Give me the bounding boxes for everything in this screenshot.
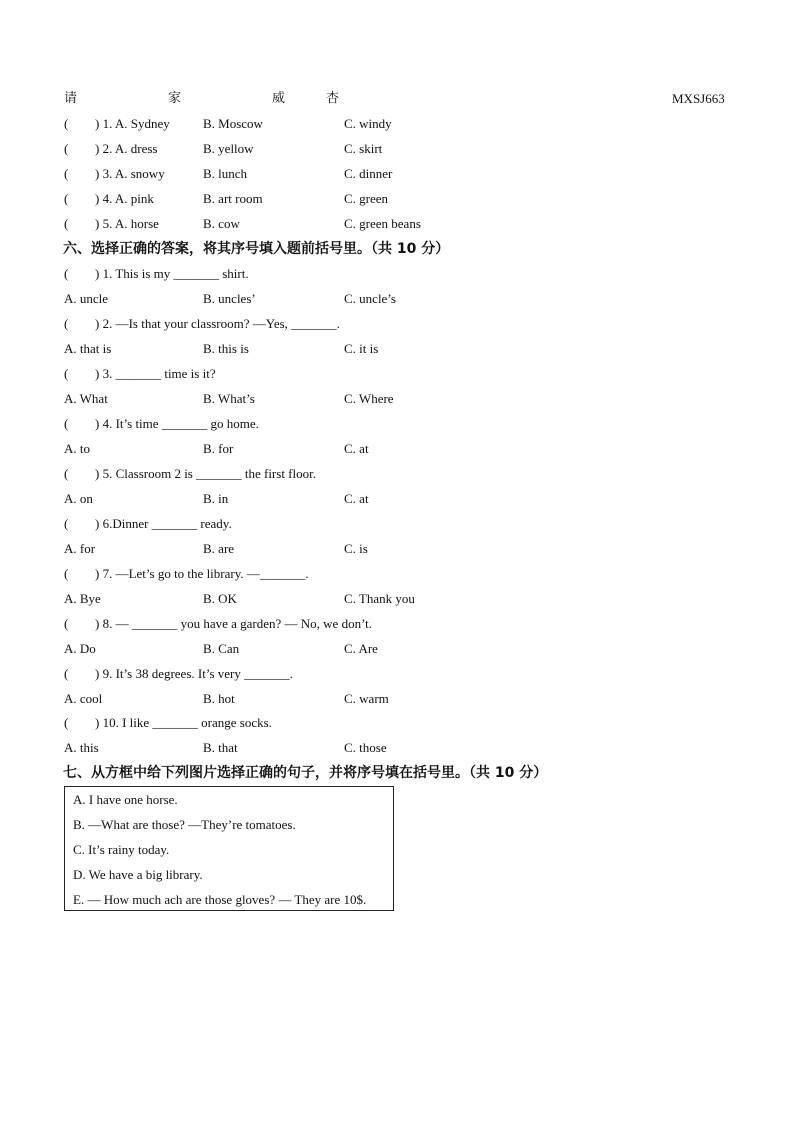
option-a: A. for	[64, 541, 96, 556]
question-row	[0, 514, 794, 534]
options-row	[0, 539, 794, 559]
list-item	[0, 214, 794, 234]
section6-title: 六、选择正确的答案，将其序号填入题前括号里。（共 10 分）	[63, 241, 450, 257]
option-a: A. uncle	[64, 291, 109, 306]
answer-paren[interactable]: (	[64, 316, 69, 331]
answer-paren[interactable]: (	[64, 266, 69, 281]
header-char: 威	[272, 91, 286, 106]
header-line	[0, 89, 794, 109]
item-a: ) 4. A. pink	[95, 191, 154, 206]
option-c: C. uncle’s	[344, 291, 396, 306]
sentence-option: A. I have one horse.	[73, 792, 178, 807]
question-row	[0, 264, 794, 284]
item-c: C. windy	[344, 116, 392, 131]
header-char: 杏	[326, 91, 340, 106]
question-text: ) 1. This is my _______ shirt.	[95, 266, 249, 281]
answer-paren[interactable]: (	[64, 666, 69, 681]
option-a: A. on	[64, 491, 93, 506]
option-a: A. that is	[64, 341, 112, 356]
question-text: ) 9. It’s 38 degrees. It’s very _______.	[95, 666, 293, 681]
options-row	[0, 289, 794, 309]
question-text: ) 4. It’s time _______ go home.	[95, 416, 259, 431]
question-text: ) 3. _______ time is it?	[95, 366, 216, 381]
question-row	[0, 713, 794, 733]
options-row	[0, 489, 794, 509]
list-item	[0, 164, 794, 184]
options-row	[0, 389, 794, 409]
answer-paren[interactable]: (	[64, 191, 69, 206]
question-row	[0, 364, 794, 384]
options-row	[0, 339, 794, 359]
option-c: C. Are	[344, 641, 378, 656]
option-a: A. What	[64, 391, 108, 406]
question-text: ) 2. —Is that your classroom? —Yes, _______.	[95, 316, 340, 331]
answer-paren[interactable]: (	[64, 466, 69, 481]
option-a: A. to	[64, 441, 90, 456]
sentence-option-box	[64, 786, 394, 911]
option-b: B. Can	[203, 641, 240, 656]
option-b: B. are	[203, 541, 235, 556]
option-c: C. those	[344, 740, 387, 755]
answer-paren[interactable]: (	[64, 166, 69, 181]
item-a: ) 1. A. Sydney	[95, 116, 170, 131]
option-b: B. this is	[203, 341, 249, 356]
answer-paren[interactable]: (	[64, 416, 69, 431]
question-row	[0, 314, 794, 334]
question-row	[0, 614, 794, 634]
options-row	[0, 738, 794, 758]
item-a: ) 5. A. horse	[95, 216, 159, 231]
option-b: B. in	[203, 491, 229, 506]
section7-title: 七、从方框中给下列图片选择正确的句子，并将序号填在括号里。（共 10 分）	[63, 765, 548, 781]
sentence-option: E. — How much ach are those gloves? — They are 10$.	[73, 892, 367, 907]
sentence-option: D. We have a big library.	[73, 867, 203, 882]
item-c: C. dinner	[344, 166, 393, 181]
option-c: C. warm	[344, 691, 389, 706]
question-row	[0, 464, 794, 484]
item-b: B. lunch	[203, 166, 248, 181]
item-c: C. green	[344, 191, 389, 206]
answer-paren[interactable]: (	[64, 616, 69, 631]
answer-paren[interactable]: (	[64, 366, 69, 381]
item-b: B. Moscow	[203, 116, 263, 131]
option-b: B. hot	[203, 691, 235, 706]
item-a: ) 3. A. snowy	[95, 166, 165, 181]
option-c: C. Where	[344, 391, 394, 406]
item-c: C. green beans	[344, 216, 421, 231]
question-row	[0, 564, 794, 584]
option-c: C. it is	[344, 341, 379, 356]
question-text: ) 8. — _______ you have a garden? — No, we don’t.	[95, 616, 373, 631]
option-b: B. OK	[203, 591, 237, 606]
answer-paren[interactable]: (	[64, 715, 69, 730]
option-b: B. What’s	[203, 391, 255, 406]
item-a: ) 2. A. dress	[95, 141, 158, 156]
question-text: ) 6.Dinner _______ ready.	[95, 516, 232, 531]
question-row	[0, 664, 794, 684]
option-b: B. uncles’	[203, 291, 256, 306]
option-c: C. at	[344, 441, 369, 456]
option-a: A. this	[64, 740, 99, 755]
answer-paren[interactable]: (	[64, 141, 69, 156]
option-a: A. Do	[64, 641, 96, 656]
option-c: C. Thank you	[344, 591, 415, 606]
option-a: A. cool	[64, 691, 103, 706]
list-item	[0, 139, 794, 159]
question-row	[0, 414, 794, 434]
answer-paren[interactable]: (	[64, 566, 69, 581]
item-b: B. yellow	[203, 141, 254, 156]
option-c: C. at	[344, 491, 369, 506]
options-row	[0, 589, 794, 609]
question-text: ) 5. Classroom 2 is _______ the first floor.	[95, 466, 316, 481]
item-c: C. skirt	[344, 141, 383, 156]
option-c: C. is	[344, 541, 368, 556]
header-code: MXSJ663	[672, 91, 725, 106]
list-item	[0, 114, 794, 134]
options-row	[0, 689, 794, 709]
sentence-option: C. It’s rainy today.	[73, 842, 170, 857]
option-a: A. Bye	[64, 591, 101, 606]
list-item	[0, 189, 794, 209]
options-row	[0, 439, 794, 459]
answer-paren[interactable]: (	[64, 116, 69, 131]
answer-paren[interactable]: (	[64, 516, 69, 531]
options-row	[0, 639, 794, 659]
question-text: ) 7. —Let’s go to the library. —_______.	[95, 566, 309, 581]
header-char: 请	[64, 91, 78, 106]
question-text: ) 10. I like _______ orange socks.	[95, 715, 272, 730]
header-char: 家	[168, 91, 182, 106]
item-b: B. cow	[203, 216, 240, 231]
sentence-option: B. —What are those? —They’re tomatoes.	[73, 817, 296, 832]
item-b: B. art room	[203, 191, 263, 206]
answer-paren[interactable]: (	[64, 216, 69, 231]
option-b: B. for	[203, 441, 234, 456]
option-b: B. that	[203, 740, 238, 755]
